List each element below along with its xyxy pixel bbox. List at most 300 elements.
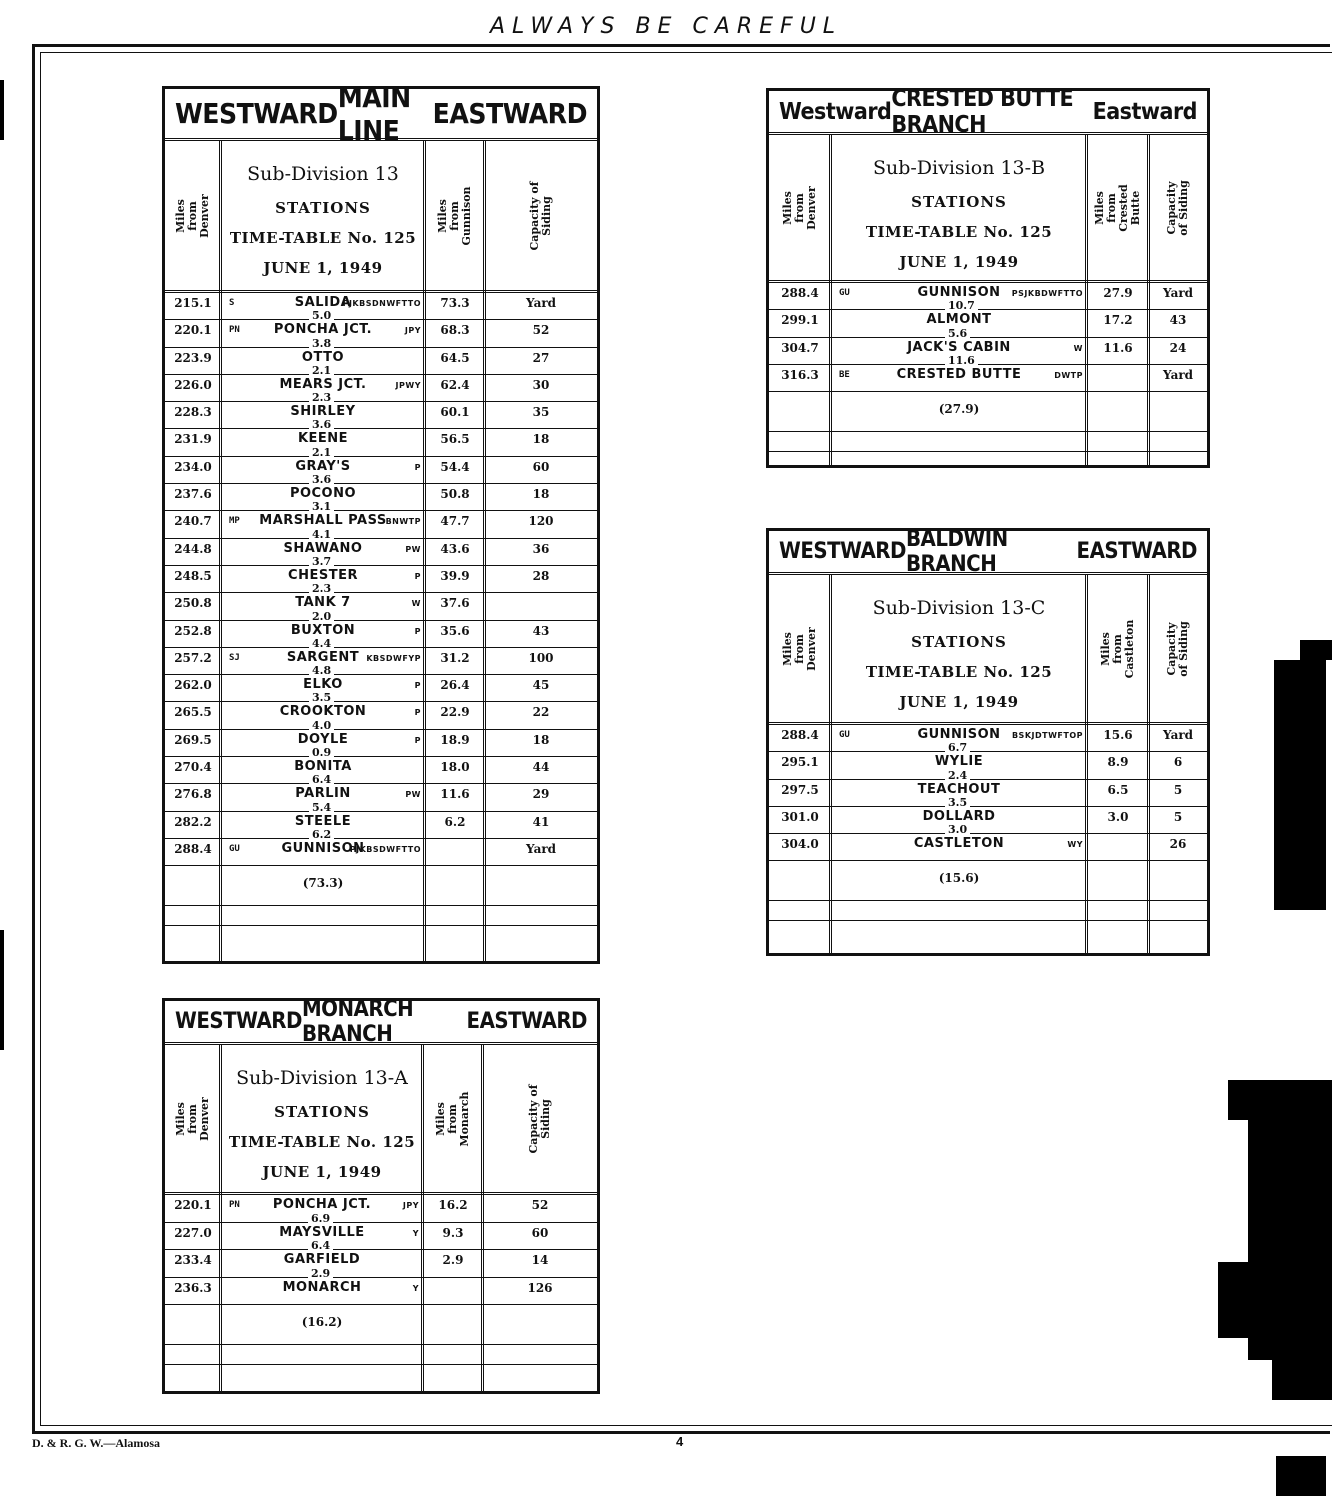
miles-from-terminal: 31.2 xyxy=(440,650,470,665)
miles-from-denver: 252.8 xyxy=(174,623,212,638)
distance-to-next-station: 4.8 xyxy=(309,665,334,676)
distance-to-next-station: 6.2 xyxy=(309,829,334,840)
miles-from-denver: 223.9 xyxy=(174,350,212,365)
siding-capacity: 6 xyxy=(1173,755,1183,770)
station-row xyxy=(165,675,597,705)
miles-from-terminal: 18.9 xyxy=(440,732,470,747)
station-name: KEENE xyxy=(297,431,349,447)
timetable-title xyxy=(165,996,597,1047)
siding-capacity: 35 xyxy=(532,405,550,420)
title-left: WESTWARD xyxy=(175,1009,302,1034)
station-code: GU xyxy=(839,730,850,740)
station-facilities: BSKJDTWFTOP xyxy=(1011,731,1083,740)
station-row xyxy=(165,539,597,566)
siding-capacity: Yard xyxy=(1162,367,1194,382)
column-label-miles-from xyxy=(423,1045,483,1192)
station-facilities: PSJKBDWFTTO xyxy=(1011,289,1083,298)
siding-capacity: 18 xyxy=(532,487,550,502)
miles-from-terminal: 64.5 xyxy=(440,350,470,365)
siding-capacity: 126 xyxy=(527,1280,553,1295)
stations-header xyxy=(221,1045,423,1192)
distance-to-next-station: 5.4 xyxy=(309,802,334,813)
column-divider xyxy=(483,141,486,961)
header-date: JUNE 1, 1949 xyxy=(899,693,1019,711)
distance-to-next-station: 6.4 xyxy=(309,774,334,785)
station-row xyxy=(165,812,597,839)
station-name: MEARS JCT. xyxy=(279,376,367,392)
station-facilities: JPY xyxy=(402,1201,419,1210)
miles-from-denver: 297.5 xyxy=(781,782,819,797)
distance-to-next-station: 3.8 xyxy=(309,338,334,349)
total-distance: (16.2) xyxy=(301,1315,343,1329)
page-header: ALWAYS BE CAREFUL xyxy=(489,14,843,39)
miles-from-terminal: 56.5 xyxy=(440,432,470,447)
title-right: EASTWARD xyxy=(1076,539,1197,564)
station-row xyxy=(769,752,1207,782)
station-row xyxy=(769,283,1207,313)
siding-capacity: 24 xyxy=(1169,340,1187,355)
siding-capacity: 43 xyxy=(532,623,550,638)
miles-from-denver: 299.1 xyxy=(781,313,819,328)
scan-artifact xyxy=(0,930,4,1050)
station-row xyxy=(769,807,1207,837)
station-code: BE xyxy=(839,369,850,380)
siding-capacity: 5 xyxy=(1173,809,1183,824)
station-name: MONARCH xyxy=(282,1279,362,1295)
station-name: GUNNISON xyxy=(917,285,1001,300)
column-label-capacity-of-siding xyxy=(1149,575,1207,722)
distance-to-next-station: 3.5 xyxy=(309,692,334,703)
miles-from-terminal: 68.3 xyxy=(440,323,470,338)
column-divider xyxy=(829,135,832,465)
timetable-column-header xyxy=(769,575,1207,725)
station-code: S xyxy=(229,298,235,308)
title-center: BALDWIN BRANCH xyxy=(905,526,1008,577)
total-row xyxy=(769,861,1207,901)
title-center: MAIN LINE xyxy=(337,80,411,147)
miles-from-terminal: 8.9 xyxy=(1107,755,1129,770)
station-name: ELKO xyxy=(303,677,343,693)
timetable-column-header xyxy=(769,135,1207,283)
station-name: JACK'S CABIN xyxy=(907,339,1011,355)
station-row xyxy=(165,457,597,487)
siding-capacity: Yard xyxy=(525,296,557,310)
header-date: JUNE 1, 1949 xyxy=(263,259,383,277)
miles-from-denver: 220.1 xyxy=(174,1198,212,1212)
distance-to-next-station: 4.1 xyxy=(309,529,334,540)
station-row xyxy=(165,511,597,541)
station-code: GU xyxy=(229,843,240,854)
total-row xyxy=(165,866,597,906)
miles-from-denver: 288.4 xyxy=(781,728,819,742)
distance-to-next-station: 3.7 xyxy=(309,556,334,567)
station-name: GUNNISON xyxy=(917,727,1001,742)
siding-capacity: 29 xyxy=(532,787,550,802)
station-facilities: P xyxy=(414,626,421,636)
distance-to-next-station: 2.9 xyxy=(308,1268,333,1279)
siding-capacity: Yard xyxy=(525,841,557,856)
miles-from-denver: 262.0 xyxy=(174,678,212,693)
header-subdivision: Sub-Division 13 xyxy=(247,163,399,185)
miles-from-terminal: 17.2 xyxy=(1103,313,1133,328)
station-facilities: PW xyxy=(405,790,421,800)
distance-to-next-station: 3.6 xyxy=(309,419,334,430)
column-label-text: Capacity of Siding xyxy=(527,1084,552,1153)
distance-to-next-station: 3.1 xyxy=(309,501,334,512)
station-name: SALIDA xyxy=(294,295,352,310)
column-label-text: Miles from Denver xyxy=(781,626,818,671)
column-divider xyxy=(219,141,222,961)
station-facilities: Y xyxy=(412,1283,419,1293)
station-name: CRESTED BUTTE xyxy=(896,366,1022,382)
total-distance: (27.9) xyxy=(938,402,980,417)
siding-capacity: 36 xyxy=(532,541,550,556)
station-row xyxy=(769,310,1207,340)
siding-capacity: 45 xyxy=(532,678,550,693)
station-facilities: P xyxy=(414,708,421,718)
miles-from-terminal: 37.6 xyxy=(440,596,470,611)
miles-from-terminal: 9.3 xyxy=(442,1225,464,1240)
miles-from-terminal: 43.6 xyxy=(440,541,470,556)
column-label-text: Miles from Crested Butte xyxy=(1093,183,1142,232)
scan-artifact xyxy=(1276,1456,1326,1496)
station-name: GARFIELD xyxy=(283,1252,361,1267)
miles-from-terminal: 47.7 xyxy=(440,514,470,529)
station-name: ALMONT xyxy=(926,312,992,328)
miles-from-terminal: 50.8 xyxy=(440,487,470,502)
column-label-capacity-of-siding xyxy=(483,1045,597,1192)
column-label-text: Capacity of Siding xyxy=(528,181,553,250)
station-facilities: P xyxy=(414,462,421,472)
total-row xyxy=(769,392,1207,432)
miles-from-terminal: 11.6 xyxy=(1103,340,1133,355)
miles-from-denver: 288.4 xyxy=(781,286,819,300)
distance-to-next-station: 3.5 xyxy=(945,797,970,808)
scan-artifact xyxy=(1300,640,1332,660)
distance-to-next-station: 0.9 xyxy=(309,747,334,758)
miles-from-denver: 237.6 xyxy=(174,487,212,502)
station-name: TEACHOUT xyxy=(917,781,1001,797)
station-row xyxy=(165,621,597,648)
distance-to-next-station: 6.4 xyxy=(308,1240,333,1251)
distance-to-next-station: 11.6 xyxy=(945,355,978,366)
miles-from-denver: 215.1 xyxy=(174,296,212,310)
column-label-text: Capacity of Siding xyxy=(1165,620,1190,677)
station-row xyxy=(165,1195,597,1223)
miles-from-denver: 295.1 xyxy=(781,755,819,770)
station-code: GU xyxy=(839,288,850,298)
station-row xyxy=(769,725,1207,755)
timetable-baldwin-branch xyxy=(766,528,1210,956)
timetable-column-header xyxy=(165,141,597,293)
distance-to-next-station: 6.9 xyxy=(308,1213,333,1224)
miles-from-terminal: 6.2 xyxy=(444,814,466,829)
station-row xyxy=(165,839,597,866)
siding-capacity: 41 xyxy=(532,814,550,829)
blank-row xyxy=(769,901,1207,921)
station-facilities: JPWY xyxy=(395,380,421,390)
siding-capacity: 120 xyxy=(528,514,554,529)
station-name: POCONO xyxy=(289,486,357,502)
miles-from-denver: 227.0 xyxy=(174,1225,212,1240)
miles-from-terminal: 26.4 xyxy=(440,678,470,693)
miles-from-terminal: 54.4 xyxy=(440,459,470,474)
title-center: MONARCH BRANCH xyxy=(301,996,414,1047)
miles-from-denver: 248.5 xyxy=(174,568,212,583)
column-divider xyxy=(829,575,832,953)
timetable-title xyxy=(769,526,1207,577)
title-center: CRESTED BUTTE BRANCH xyxy=(891,85,1074,138)
header-timetable: TIME-TABLE No. 125 xyxy=(865,663,1053,681)
miles-from-denver: 244.8 xyxy=(174,541,212,556)
miles-from-denver: 234.0 xyxy=(174,459,212,474)
station-facilities: P xyxy=(414,681,421,691)
miles-from-denver: 304.0 xyxy=(781,837,819,852)
column-label-miles-from-denver xyxy=(769,135,831,280)
header-stations-label: STATIONS xyxy=(275,199,371,217)
station-code: MP xyxy=(229,516,240,527)
timetable-body xyxy=(769,575,1207,953)
header-timetable: TIME-TABLE No. 125 xyxy=(228,1133,416,1151)
column-label-text: Capacity of Siding xyxy=(1165,179,1190,236)
station-name: PONCHA JCT. xyxy=(272,1197,372,1212)
siding-capacity: 30 xyxy=(532,377,550,392)
siding-capacity: 60 xyxy=(532,459,550,474)
total-row xyxy=(165,1305,597,1345)
siding-capacity: 100 xyxy=(528,650,554,665)
column-label-miles-from xyxy=(425,141,485,290)
station-row xyxy=(165,320,597,350)
miles-from-terminal: 60.1 xyxy=(440,405,470,420)
miles-from-denver: 228.3 xyxy=(174,405,212,420)
station-row xyxy=(165,484,597,514)
distance-to-next-station: 10.7 xyxy=(945,300,978,311)
miles-from-denver: 304.7 xyxy=(781,340,819,355)
column-label-capacity-of-siding xyxy=(1149,135,1207,280)
station-facilities: DWTP xyxy=(1054,370,1083,380)
title-left: Westward xyxy=(779,98,892,125)
scan-artifact xyxy=(1274,660,1326,910)
column-label-miles-from-denver xyxy=(165,1045,221,1192)
station-row xyxy=(165,1223,597,1251)
station-row xyxy=(165,702,597,732)
siding-capacity: Yard xyxy=(1162,728,1194,742)
miles-from-denver: 301.0 xyxy=(781,809,819,824)
station-name: GRAY'S xyxy=(295,458,351,474)
column-label-text: Miles from Gunnison xyxy=(436,185,473,246)
column-divider xyxy=(423,141,426,961)
siding-capacity: 14 xyxy=(531,1253,549,1267)
header-date: JUNE 1, 1949 xyxy=(899,253,1019,271)
station-facilities: BNWTP xyxy=(385,517,421,527)
header-stations-label: STATIONS xyxy=(274,1103,370,1121)
column-divider xyxy=(481,1045,484,1391)
station-name: SHIRLEY xyxy=(290,404,356,420)
miles-from-terminal: 6.5 xyxy=(1107,782,1129,797)
siding-capacity: 52 xyxy=(531,1198,549,1212)
column-label-text: Miles from Denver xyxy=(174,193,211,238)
station-row xyxy=(769,365,1207,392)
station-facilities: W xyxy=(411,599,421,609)
miles-from-denver: 240.7 xyxy=(174,514,212,529)
siding-capacity: Yard xyxy=(1162,286,1194,300)
stations-header xyxy=(221,141,425,290)
scan-artifact xyxy=(1272,1360,1332,1400)
station-facilities: Y xyxy=(412,1228,419,1238)
siding-capacity: 52 xyxy=(532,323,550,338)
distance-to-next-station: 3.6 xyxy=(309,474,334,485)
station-row xyxy=(165,757,597,787)
title-left: WESTWARD xyxy=(779,539,906,564)
footer-publisher: D. & R. G. W.—Alamosa xyxy=(32,1436,161,1450)
blank-row xyxy=(165,1345,597,1365)
station-name: PONCHA JCT. xyxy=(273,322,373,338)
miles-from-denver: 233.4 xyxy=(174,1253,212,1267)
miles-from-terminal: 39.9 xyxy=(440,568,470,583)
miles-from-terminal: 27.9 xyxy=(1103,286,1133,300)
station-name: GUNNISON xyxy=(281,840,365,856)
timetable-title xyxy=(769,85,1207,138)
column-label-miles-from-denver xyxy=(165,141,221,290)
siding-capacity: 5 xyxy=(1173,782,1183,797)
header-timetable: TIME-TABLE No. 125 xyxy=(229,229,417,247)
station-facilities: P xyxy=(414,735,421,745)
title-right: EASTWARD xyxy=(432,97,587,130)
siding-capacity: 44 xyxy=(532,760,550,775)
station-name: CROOKTON xyxy=(279,704,367,720)
station-facilities: WY xyxy=(1067,840,1083,850)
title-right: Eastward xyxy=(1092,98,1197,125)
miles-from-denver: 250.8 xyxy=(174,596,212,611)
distance-to-next-station: 4.4 xyxy=(309,638,334,649)
station-row xyxy=(165,375,597,405)
miles-from-denver: 220.1 xyxy=(174,323,212,338)
siding-capacity: 22 xyxy=(532,705,550,720)
distance-to-next-station: 2.0 xyxy=(309,611,334,622)
station-facilities: P xyxy=(414,571,421,581)
station-row xyxy=(165,730,597,760)
miles-from-denver: 269.5 xyxy=(174,732,212,747)
station-row xyxy=(165,566,597,596)
station-row xyxy=(165,784,597,814)
timetable-column-header xyxy=(165,1045,597,1195)
siding-capacity: 18 xyxy=(532,432,550,447)
station-facilities: PJKBSDNWFTTO xyxy=(342,299,421,308)
column-divider xyxy=(1085,135,1088,465)
miles-from-terminal: 3.0 xyxy=(1107,809,1129,824)
miles-from-denver: 270.4 xyxy=(174,760,212,775)
timetable-title xyxy=(165,80,597,147)
distance-to-next-station: 6.7 xyxy=(945,742,970,753)
miles-from-terminal: 15.6 xyxy=(1103,728,1133,742)
header-stations-label: STATIONS xyxy=(911,633,1007,651)
station-rows xyxy=(769,725,1207,921)
miles-from-terminal: 16.2 xyxy=(438,1198,468,1212)
station-name: OTTO xyxy=(301,349,345,365)
column-label-miles-from-denver xyxy=(769,575,831,722)
station-name: SHAWANO xyxy=(283,540,363,556)
station-name: TANK 7 xyxy=(295,595,351,611)
header-date: JUNE 1, 1949 xyxy=(262,1163,382,1181)
siding-capacity: 28 xyxy=(532,568,550,583)
station-name: BONITA xyxy=(294,759,352,775)
siding-capacity: 27 xyxy=(532,350,550,365)
station-name: MARSHALL PASS xyxy=(259,513,387,529)
total-distance: (73.3) xyxy=(302,876,344,891)
miles-from-denver: 276.8 xyxy=(174,787,212,802)
column-divider xyxy=(421,1045,424,1391)
station-name: WYLIE xyxy=(934,754,984,770)
miles-from-terminal: 62.4 xyxy=(440,377,470,392)
station-row xyxy=(165,402,597,432)
station-facilities: PJKBSDWFTTO xyxy=(349,844,421,854)
miles-from-terminal: 22.9 xyxy=(440,705,470,720)
station-facilities: PW xyxy=(405,544,421,554)
distance-to-next-station: 4.0 xyxy=(309,720,334,731)
station-row xyxy=(769,780,1207,807)
page-number: 4 xyxy=(676,1434,684,1449)
distance-to-next-station: 2.1 xyxy=(309,447,334,458)
miles-from-denver: 226.0 xyxy=(174,377,212,392)
station-rows xyxy=(165,293,597,926)
station-name: SARGENT xyxy=(286,649,360,665)
header-stations-label: STATIONS xyxy=(911,193,1007,211)
blank-row xyxy=(165,906,597,926)
blank-row xyxy=(769,432,1207,452)
station-facilities: W xyxy=(1073,343,1083,353)
distance-to-next-station: 3.0 xyxy=(945,824,970,835)
station-row xyxy=(165,1278,597,1306)
stations-header xyxy=(831,135,1087,280)
timetable-body xyxy=(165,1045,597,1391)
distance-to-next-station: 5.0 xyxy=(309,310,334,321)
column-label-text: Miles from Monarch xyxy=(434,1090,471,1147)
station-row xyxy=(769,338,1207,365)
station-name: DOLLARD xyxy=(922,808,996,824)
station-code: PN xyxy=(229,1200,240,1210)
header-subdivision: Sub-Division 13-A xyxy=(236,1067,408,1089)
miles-from-terminal: 18.0 xyxy=(440,760,470,775)
station-rows xyxy=(769,283,1207,452)
scan-artifact xyxy=(0,80,4,140)
siding-capacity: 43 xyxy=(1169,313,1187,328)
header-timetable: TIME-TABLE No. 125 xyxy=(865,223,1053,241)
miles-from-denver: 236.3 xyxy=(174,1280,212,1295)
column-label-miles-from xyxy=(1087,135,1149,280)
miles-from-denver: 316.3 xyxy=(781,367,819,382)
station-row xyxy=(165,293,597,323)
miles-from-denver: 231.9 xyxy=(174,432,212,447)
distance-to-next-station: 2.3 xyxy=(309,583,334,594)
station-facilities: JPY xyxy=(404,326,421,336)
station-name: CASTLETON xyxy=(913,836,1005,852)
distance-to-next-station: 2.1 xyxy=(309,365,334,376)
title-left: WESTWARD xyxy=(175,97,338,130)
column-label-capacity-of-siding xyxy=(485,141,597,290)
column-divider xyxy=(1147,575,1150,953)
stations-header xyxy=(831,575,1087,722)
distance-to-next-station: 2.3 xyxy=(309,392,334,403)
column-divider xyxy=(1147,135,1150,465)
scan-artifact xyxy=(1248,1110,1332,1360)
distance-to-next-station: 5.6 xyxy=(945,328,970,339)
station-row xyxy=(165,648,597,678)
station-facilities: KBSDWFYP xyxy=(366,653,421,663)
miles-from-terminal: 11.6 xyxy=(440,787,470,802)
distance-to-next-station: 2.4 xyxy=(945,770,970,781)
miles-from-denver: 265.5 xyxy=(174,705,212,720)
station-row xyxy=(165,593,597,623)
